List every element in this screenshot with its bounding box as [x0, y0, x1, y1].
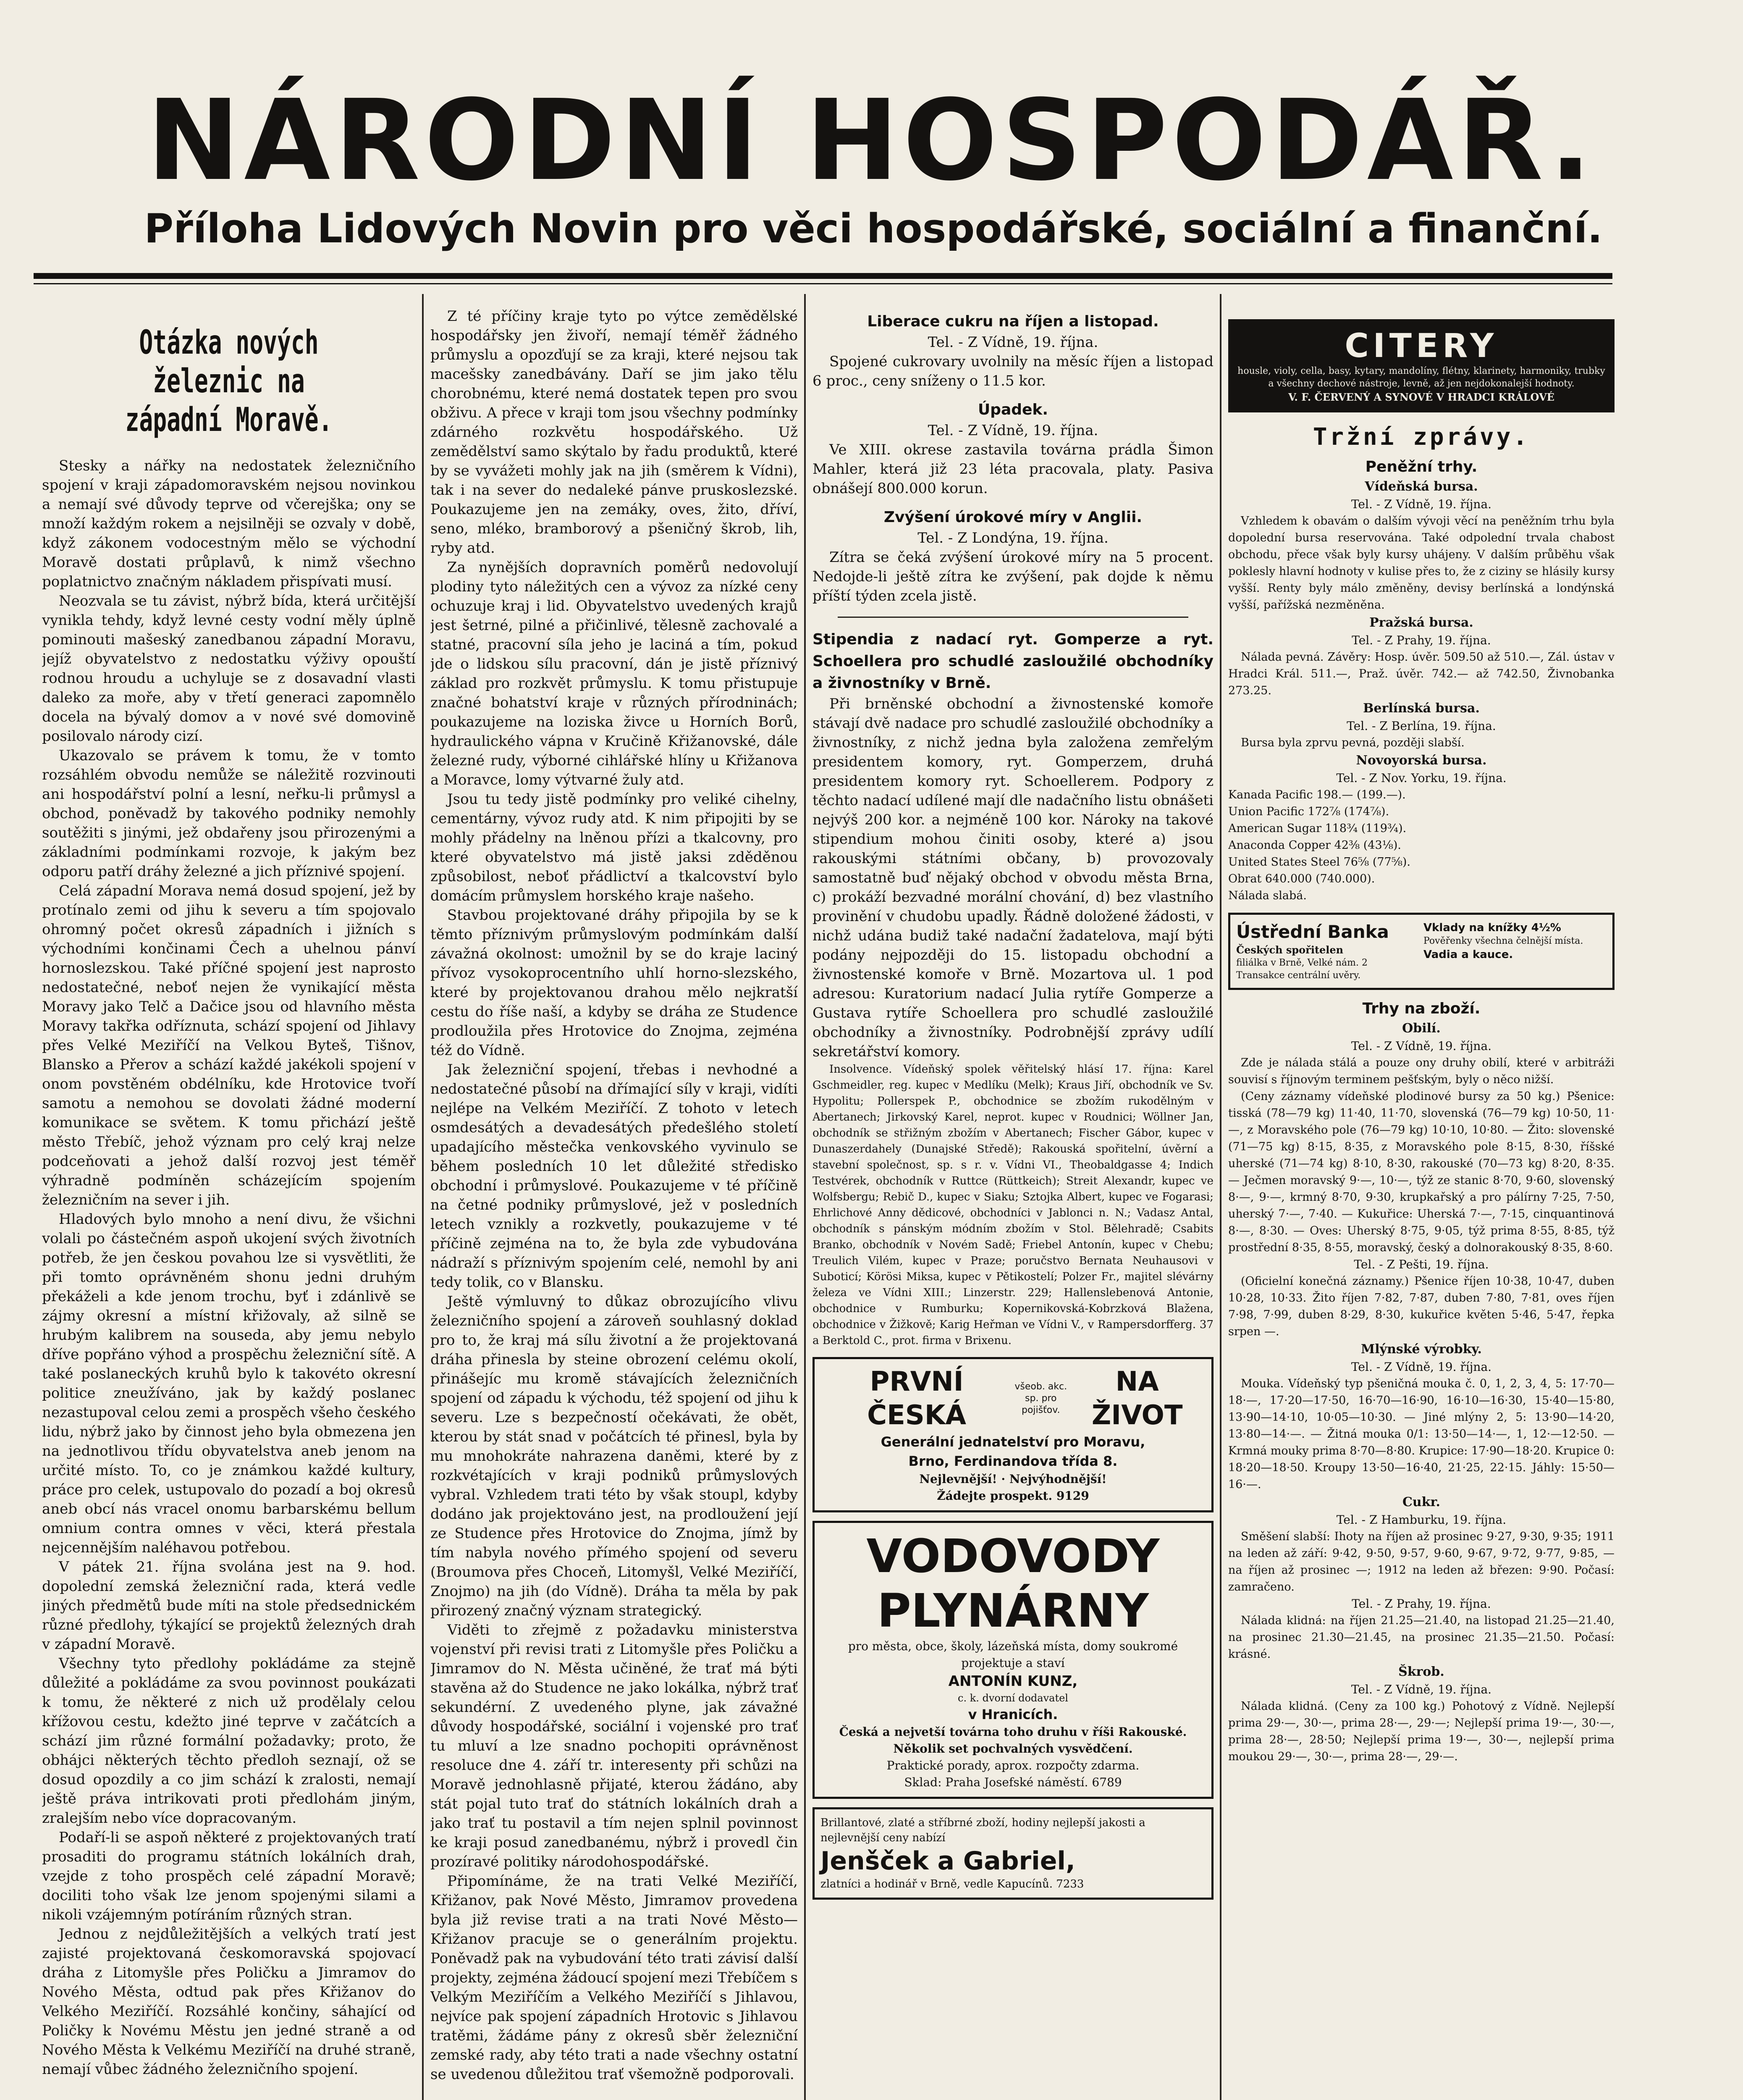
section-title: Tržní zprávy.	[1313, 423, 1530, 451]
insolvence-text: Insolvence. Vídeňský spolek věřitelský hlásí 17. října: Karel Gschmeidler, reg. kupec v Medlíku (Melk); Kraus Jiří, obchodník ve Sv. Hypolitu; Pollerspek P., obchodnice se zbožím rukodělným v Abertanech; Jirkovský Karel, neprot. kupec v Roudnici; Wöllner Jan, obchodník se střižným zbožím v Abertanech; Fischer Gábor, kupec v Dunaszerdahely (Dunajské Středě); Rakouská spořitelní, úvěrní a stavební společnost, sp. s r. v. Vídni VI., Theobaldgasse 4; Indich Testvérek, obchodník v Ruttce (Rüttkeich); Streit Alexandr, kupec ve Wolfsbergu; Rebič D., kupec v Siaku; Sztojka Albert, kupec ve Fogarasi; Ehrlichové Anny dědicové, obchodníci v Jablonci n. N.; Vadasz Antal, obchodník s pánským módním zbožím v Stol. Bělehradě; Csabits Branko, obchodník v Novém Sadě; Friebel Antonín, kupec v Chebu; Treulich Vilém, kupec v Praze; poručstvo Bernata Neuhausovi v Suboticí; Körösi Miksa, kupec v Pětikostelí; Polzer Fr., majitel slévárny železa ve Vídni XIII.; Linzerstr. 229; Hallenslebenová Antonie, obchodnice v Rumburku; Kopernikovská-Kobrzková Blažena, obchodnice v Žižkově; Karig Heřman ve Vídni V., v Rampersdorfferg. 37 a Berktold C., prot. firma v Brixenu.	[813, 1063, 1214, 1347]
paragraph: Hladových bylo mnoho a není divu, že všichni volali po částečném aspoň ukojení svých životních potřeb, že jen českou povahou lze si vysvětliti, že při tomto oprávněném shonu jedni druhým překáželi a kde jenom trochu, byť i zdánlivě se zájmy okresní a místní křižovaly, až silně se hrubým kalibrem na souseda, aby jemu nebylo dříve popřáno výhod a prospěchu železniční sítě. A také poslaneckých kruhů bylo k takovéto okresní politice zneužíváno, jak by každý poslanec nezastupoval celou zemi a prospěch všeho českého lidu, nýbrž jako by činnost jeho byla obmezena jen na jednotlivou třídu obyvatelstva aneb jenom na určité místo. To, co je známkou každé kultury, práce pro celek, ustupovalo do pozadí a boj okresů aneb obcí nás vracel onomu barbarskému bellum omnium contra omnes v věci, která přestala nejcennějším naléhavou potřebou.	[42, 1211, 416, 1556]
ad-line: filiálka v Brně, Velké nám. 2	[1236, 958, 1368, 968]
market-text: (Oficielní konečná záznamy.) Pšenice říjen 10·38, 10·47, duben 10·28, 10·33. Žito říjen 7·82, 7·87, duben 7·80, 7·81, oves říjen 7·98, 7·99, duben 8·29, 8·30, kukuřice květen 5·46, 5·47, řepka srpen —.	[1228, 1275, 1615, 1338]
ad-line: Sklad: Praha Josefské náměstí.	[904, 1775, 1088, 1789]
waterworks-ad	[813, 1521, 1214, 1799]
ad-line: c. k. dvorní dodavatel	[958, 1692, 1068, 1704]
market-dateline: Tel. - Z Prahy, 19. října.	[1352, 633, 1491, 647]
market-head: Cukr.	[1402, 1495, 1440, 1509]
ad-title: VODOVODY	[866, 1529, 1160, 1583]
jeweler-ad	[813, 1807, 1214, 1900]
market-dateline: Tel. - Z Vídně, 19. října.	[1351, 1039, 1492, 1053]
ad-line: Česká a nejvetší továrna toho druhu v říši Rakouské. Několik set pochvalných vysvědčení.	[839, 1725, 1187, 1756]
market-head: Obilí.	[1402, 1021, 1441, 1036]
insurance-ad	[813, 1357, 1214, 1512]
news-dateline: Tel. - Z Vídně, 19. října.	[928, 334, 1098, 351]
ad-title: Ústřední Banka	[1236, 921, 1389, 942]
news-dateline: Tel. - Z Vídně, 19. října.	[928, 422, 1098, 439]
ad-middle-text: všeob. akc. sp. pro pojišťov.	[1014, 1381, 1067, 1415]
ad-line: Brno, Ferdinandova třída 8.	[908, 1453, 1118, 1469]
ad-line: zlatníci a hodinář v Brně, vedle Kapucínů.	[820, 1878, 1053, 1890]
paragraph: Ještě výmluvný to důkaz obrozujícího vlivu železničního spojení a zároveň souhlasný doklad pro to, že kraj má sílu životní a že projektovaná dráha přinesla by steine obrození celému okolí, přinášejíc mu kromě stávajících železničních spojení od západu k východu, též spojení od jihu k severu. Lze s bezpečností očekávati, že obět, kterou by stát snad v počátcích té přinesl, byla by mu mnohokráte nahrazena daněmi, které by z rozkvétajících v kraji podniků průmyslových vybral. Vzhledem trati této by však stoupl, kdyby dodáno jak projektováno jest, na prodloužení její ze Studence přes Hrotovice do Znojma, jímž by tím nabyla nového přímého spojení od severu (Broumova přes Choceň, Litomyšl, Velké Meziříčí, Znojmo) na jih (do Vídně). Dráha ta měla by pak přirozený značný význam strategický.	[430, 1293, 798, 1619]
paragraph: Všechny tyto předlohy pokládáme za stejně důležité a pokládáme za svou povinnost poukázati k tomu, že některé z nich už prodělaly celou křížovou cestu, kdežto jiné teprve v začátcích a schází jim různé formální požadavky; proto, že obhájci některých těchto předloh seznají, ož se dosud opozdily a co jim schází k zralosti, nemají ještě práva intrikovati proti předlohám jiným, zralejším nebo více dopracovaným.	[42, 1655, 416, 1827]
column-divider	[422, 294, 424, 2100]
market-text: Zde je nálada stálá a pouze ony druhy obilí, které v arbitráži souvisí s říjnovým terminem pešťským, byly o něco nižší.	[1228, 1056, 1615, 1086]
ad-line: pro města, obce, školy, lázeňská místa, domy soukromé projektuje a staví	[848, 1639, 1178, 1670]
stock-row: Obrat 640.000 (740.000).	[1228, 872, 1375, 885]
ad-line: Žádejte prospekt.	[937, 1489, 1053, 1503]
ad-code: 6789	[1092, 1775, 1122, 1789]
market-dateline: Tel. - Z Prahy, 19. října.	[1352, 1597, 1491, 1611]
stipend-text: Při brněnské obchodní a živnostenské komoře stávají dvě nadace pro schudlé zasloužilé obchodníky a živnostníky, z nichž jedna byla založena zemřelým presidentem komory, ryt. Gomperzem, druhá presidentem komory ryt. Schoellerem. Podpory z těchto nadací udílené mají dle nadačního listu obnášeti nejvýš 200 kor. a nejméně 100 kor. Nároky na takové stipendium mohou činiti osoby, které a) jsou rakouskými státními občany, b) provozovaly samostatně buď nějaký obchod v obvodu města Brna, c) prokáží bezvadné morální chování, d) bez vlastního provinění v chudobu upadly. Řádně doložené žádosti, v nichž udána budiž také nadační žadatelova, mají býti podány nejpozději do 15. listopadu obchodní a živnostenské komoře v Brně. Mozartova ul. 1 pod adresou: Kuratorium nadací Julia rytíře Gomperze a Gustava rytíře Schoellera pro schudlé zasloužilé obchodníky a živnostníky. Podrobnější zprávy udílí sekretářství komory.	[813, 696, 1214, 1060]
ad-line: Nejlevnější! · Nejvýhodnější!	[919, 1472, 1107, 1486]
section-subtitle: Peněžní trhy.	[1365, 458, 1478, 475]
ad-line: Pověřenky všechna čelnější místa.	[1423, 936, 1583, 946]
market-text: Bursa byla zprvu pevná, později slabší.	[1241, 736, 1465, 749]
market-dateline: Tel. - Z Vídně, 19. října.	[1351, 497, 1492, 511]
ad-maker: V. F. ČERVENÝ A SYNOVÉ V HRADCI KRÁLOVÉ	[1288, 391, 1554, 403]
market-text: Nálada klidná: na říjen 21.25—21.40, na listopad 21.25—21.40, na prosinec 21.30—21.45, na prosinec 21.35—21.50. Počasí: krásné.	[1228, 1614, 1615, 1661]
ad-line: Generální jednatelství pro Moravu,	[881, 1434, 1145, 1450]
stock-row: Kanada Pacific 198.— (199.—).	[1228, 788, 1406, 801]
paragraph: Celá západní Morava nemá dosud spojení, jež by protínalo zemi od jihu k severu a tím spojovalo ohromný počet okresů západních i jižních s východními končinami Čech a uhelnou pánví hornoslezskou. Také příčné spojení jest naprosto nedostatečné, neboť nejen že vynikající města Moravy jako Telč a Dačice jsou od hlavního města Moravy takřka odříznuta, schází spojení od Jihlavy přes Velké Meziříčí na Velkou Byteš, Tišnov, Blansko a Přerov a schází každé jakékoli spojení v onom povstěném obdélníku, kde Hrotovice tvoří samotu a nemohou se dovolati žádné moderní komunikace se světem. K tomu přichází ještě město Třebíč, jehož význam pro celý kraj nelze podceňovati a jehož další rozvoj jest téměř výhradně podmíněn scházejícím spojením železničním na sever i jih.	[42, 882, 416, 1208]
news-text: Spojené cukrovary uvolnily na měsíc říjen a listopad 6 proc., ceny sníženy o 11.5 kor.	[813, 353, 1214, 389]
ad-line: Vadia a kauce.	[1423, 948, 1513, 961]
ad-line: Transakce centrální uvěry.	[1236, 970, 1361, 981]
ad-left-title: PRVNÍ ČESKÁ	[867, 1366, 967, 1431]
ad-line: Vklady na knížky 4½%	[1423, 921, 1561, 934]
market-head: Novoyorská bursa.	[1356, 753, 1487, 768]
news-headline: Zvýšení úrokové míry v Anglii.	[883, 509, 1143, 526]
market-head: Škrob.	[1398, 1664, 1444, 1679]
ad-line: Praktické porady, aprox. rozpočty zdarma.	[886, 1759, 1140, 1772]
ad-code: 9129	[1056, 1489, 1089, 1503]
paragraph: Připomínáme, že na trati Velké Meziříčí, Křižanov, pak Nové Město, Jimramov provedena byla již revise trati a na trati Nové Město—Křižanov pracuje se o generálním projektu. Poněvadž pak na vybudování této trati závisí další projekty, zejména žádoucí spojení mezi Třebíčem s Velkým Meziříčím a Velkého Meziříčí s Jihlavou, nejvíce pak spojení západních Hrotovic s Jihlavou tratěmi, žádáme pány z okresů sběr železniční zemské rady, aby této trati a nade všechny ostatní se uvedenou důležitou trať všemožně podporovali.	[430, 1873, 798, 2083]
paragraph: Z té příčiny kraje tyto po výtce zemědělské hospodářsky jen živoří, nemají téměř žádného průmyslu a opozďují se za kraji, které nejsou tak macešsky zanedbávány. Daří se jim jako tělu chorobnému, které nemá dostatek tepen pro svou obživu. A přece v kraji tom jsou všechny podmínky zdárného rozkvětu hospodářského. Už zemědělství samo skýtalo by řadu produktů, které by se vyvážeti mohly jak na jih (směrem k Vídni), tak i na sever do nedaleké pánve pruskoslezské. Poukazujeme jen na zemáky, oves, žito, dříví, seno, mléko, bramborový a pšeničný škrob, lih, ryby atd.	[430, 308, 798, 556]
ad-name: Jenšček a Gabriel,	[820, 1846, 1075, 1876]
section-subtitle: Trhy na zboží.	[1362, 1000, 1481, 1017]
bank-ad	[1228, 913, 1615, 990]
market-head: Pražská bursa.	[1369, 615, 1473, 630]
ad-code: 7233	[1056, 1878, 1084, 1890]
stock-row: United States Steel 76⅝ (77⅝).	[1228, 856, 1410, 869]
ad-place: v Hranicích.	[968, 1706, 1058, 1722]
paragraph: Jak železniční spojení, třebas i nevhodné a nedostatečné působí na dřímající síly v kraji, vidíti nejlépe na Velkém Meziříčí. Z tohoto v letech osmdesátých a devadesátých předešlého století upadajícího městečka venkovského vyvinulo se během posledních 10 let důležité středisko obchodní i průmyslové. Poukazujeme v té příčině na četné podniky průmyslové, jež v posledních letech vznikly a rozkvetly, poukazujeme v té příčině zejména na to, že byla zde vybudována nádraží s příznivým spojením celé, nemohl by ani tedy tolik, co v Blansku.	[430, 1061, 798, 1291]
market-dateline: Tel. - Z Hamburku, 19. října.	[1336, 1513, 1507, 1527]
news-text: Ve XIII. okrese zastavila továrna prádla Šimon Mahler, která již 23 léta pracovala, platy. Pasiva obnášejí 800.000 korun.	[813, 441, 1214, 497]
market-dateline: Tel. - Z Nov. Yorku, 19. října.	[1336, 771, 1507, 785]
market-text: Nálada pevná. Závěry: Hosp. úvěr. 509.50 až 510.—, Zál. ústav v Hradci Král. 511.—, Praž. úvěr. 742.— až 742.50, Živnobanka 273.25.	[1228, 651, 1615, 697]
market-dateline: Tel. - Z Vídně, 19. října.	[1351, 1360, 1492, 1374]
citery-ad	[1228, 319, 1615, 412]
ad-line: Brillantové, zlaté a stříbrné zboží, hodiny nejlepší jakosti a nejlevnější ceny nabízí	[820, 1816, 1145, 1844]
paragraph: Jednou z nejdůležitějších a velkých tratí jest zajisté projektovaná českomoravská spojovací dráha z Litomyšle přes Poličku a Jimramov do Nového Města, odtud pak přes Křižanov do Velkého Meziříčí. Rozsáhlé končiny, sáhající od Poličky k Novému Městu jen jedné straně a od Nového Města k Velkému Meziříčí na druhé straně, nemají vůbec žádného železničního spojení.	[42, 1926, 416, 2078]
column-divider	[804, 294, 806, 2100]
column-divider	[1220, 294, 1221, 2100]
column-4	[1228, 311, 1615, 2100]
masthead-subtitle: Příloha Lidových Novin pro věci hospodářské, sociální a finanční.	[144, 206, 1603, 252]
ad-name: ANTONÍN KUNZ,	[948, 1673, 1078, 1690]
paragraph: Ukazovalo se právem k tomu, že v tomto rozsáhlém obvodu nemůže se náležitě rozvinouti ani hospodářství polní a lesní, neřku-li průmysl a obchod, poněvadž by takového podniky nemohly soutěžiti s jinými, jež obdařeny jsou přirozenými a základními podmínkami rozvoje, k jakým bez odporu patří dráhy železné a jich příznivé spojení.	[42, 747, 416, 880]
column-2	[430, 307, 798, 2100]
paragraph: Stesky a nářky na nedostatek železničního spojení v kraji západomoravském nejsou novinkou a nemají své důvody teprve od včerejška; ony se množí každým rokem a nejsilněji se ozvaly v době, když zákonem vodocestným mělo se východní Moravě dostati průplavů, k nimž všechno poplatnictvo značným nákladem přispívati musí.	[42, 457, 416, 590]
masthead-rule	[34, 273, 1612, 279]
masthead-rule-thin	[34, 283, 1612, 284]
market-text: Mouka. Vídeňský typ pšeničná mouka č. 0, 1, 2, 3, 4, 5: 17·70—18·—, 17·20—17·50, 16·70—16·90, 16·10—16·30, 15·40—15·80, 13·90—14·10, 10·05—10·30. — Jiné mlýny 2, 5: 13·90—14·20, 13·80—14·—. — Žitná mouka 0/1: 13·50—14·—, 1, 12·—12·50. — Krmná mouky prima 8·70—8·80. Krupice: 17·90—18·20. Krupice 0: 18·20—18·50. Kroupy 13·50—16·40, 21·25, 22·15. Jáhly: 15·50—16·—.	[1228, 1377, 1615, 1491]
paragraph: Podaří-li se aspoň některé z projektovaných tratí prosaditi do programu státních lokálních drah, vzejde z toho prospěch celé západní Moravě; dociliti toho však lze jenom spojenými silami a nikoli vzájemným potíráním různých stran.	[42, 1829, 416, 1923]
stock-row: American Sugar 118¾ (119¾).	[1228, 822, 1407, 835]
stock-row: Union Pacific 172⅞ (174⅞).	[1228, 805, 1389, 818]
ad-title: PLYNÁRNY	[877, 1584, 1149, 1638]
masthead-title: NÁRODNÍ HOSPODÁŘ.	[147, 76, 1596, 205]
market-dateline: Tel. - Z Vídně, 19. října.	[1351, 1683, 1492, 1696]
paragraph: Viděti to zřejmě z požadavku ministerstva vojenství při revisi trati z Litomyšle přes Poličku a Jimramov do N. Města učiněné, že trať má býti stavěna až do Studence ne jako lokálka, nýbrž trať sekundérní. Z uvedeného plyne, jak závažné důvody hospodářské, sociální i vojenské pro trať tu mluví a lze snadno pochopiti oprávněnost resoluce dne 4. září tr. interesenty při schůzi na Moravě jednohlasně přijaté, kterou žádáno, aby stát pojal tuto trať do státních lokálních drah a jako trať tu postavil a tím nejen splnil povinnost ke kraji posud zanedbanému, nýbrž i provedl čin prozíravé politiky národohospodářské.	[430, 1622, 798, 1870]
market-text: Směšení slabší: Ihoty na říjen až prosinec 9·27, 9·30, 9·35; 1911 na leden až září: 9·42, 9·50, 9·57, 9·60, 9·67, 9·72, 9·77, 9·85, — na říjen až prosinec —; 1912 na leden až březen: 9·90. Počasí: zamračeno.	[1228, 1530, 1615, 1593]
ad-title: CITERY	[1345, 327, 1498, 365]
ad-line: housle, violy, cella, basy, kytary, mandolíny, flétny, klarinety, harmoniky, trubky a všechny dechové nástroje, levně, až jen nejdokonalejší hodnoty.	[1237, 366, 1605, 389]
news-headline: Úpadek.	[978, 401, 1048, 418]
article-title: Otázka nových železnic na západní Moravě.	[125, 324, 333, 439]
paragraph: Za nynějších dopravních poměrů nedovolují plodiny tyto náležitých cen a vývoz za nízké ceny ochuzuje kraj i lid. Obyvatelstvo uvedených krajů jest šetrné, pilné a přičinlivé, tělesně zachovalé a statné, pracovní síla jeho je laciná a tím, pokud jde o lidskou sílu pracovní, dán je jistě příznivý základ pro rozkvět průmyslu. K tomu přistupuje značné bohatství kraje v různých přírodninách; poukazujeme na loziska živce u Horních Borů, hydraulického vápna v Kručině Křižanovské, dále železné rudy, výborné cihlářské hlíny u Křižanova a Moravce, lomy výtvarné žuly atd.	[430, 559, 798, 788]
market-head: Berlínská bursa.	[1363, 701, 1480, 716]
divider	[838, 617, 1188, 618]
stock-row: Nálada slabá.	[1228, 889, 1307, 902]
column-3	[813, 302, 1214, 2100]
paragraph: Jsou tu tedy jistě podmínky pro veliké cihelny, cementárny, vývoz rudy atd. K nim připojiti by se mohly přádelny na lněnou přízi a tkalcovny, pro které obyvatelstvo má jistě jaksi zděděnou způsobilost, neboť přádlictví a tkalcovství bylo domácím průmyslem horského kraje našeho.	[430, 791, 798, 904]
news-text: Zítra se čeká zvýšení úrokové míry na 5 procent. Nedojde-li ještě zítra ke zvýšení, pak dojde k němu příští týden zcela jistě.	[813, 549, 1214, 604]
news-headline: Liberace cukru na říjen a listopad.	[867, 313, 1159, 330]
paragraph: Neozvala se tu závist, nýbrž bída, která určitější vynikla tehdy, když levné cesty vodní měly úplně pominouti mašeský zanedbanou západní Moravu, jejíž obyvatelstvo z nedostatku výživy opouští rodnou hroudu a uchyluje se z dosavadní vlasti daleko za moře, aby v třetí generaci zapomnělo docela na bývalý domov a v nové své domovině posilovalo národy cizí.	[42, 593, 416, 745]
market-text: (Ceny záznamy vídeňské plodinové bursy za 50 kg.) Pšenice: tisská (78—79 kg) 11·40, 11·70, slovenská (76—79 kg) 10·50, 11·—, z Moravského pole (76—79 kg) 10·10, 10·80. — Žito: slovenské (71—75 kg) 8·15, 8·35, z Moravského pole 8·15, 8·30, říšské uherské (71—74 kg) 8·10, 8·30, rakouské (70—73 kg) 8·20, 8·35. — Ječmen moravský 9·—, 10·—, týž ze stanic 8·70, 9·60, slovenský 8·—, 9·—, krmný 8·70, 9·30, krupkařský a pro pálírny 7·25, 7·50, uherský 7·—, 7·40. — Kukuřice: Uherská 7·—, 7·15, cinquantinová 8·—, 8·30. — Oves: Uherský 8·75, 9·05, týž prima 8·55, 8·85, týž prostřední 8·35, 8·55, moravský, český a dolnorakouský 8·35, 8·60.	[1228, 1090, 1615, 1254]
stipend-headline: Stipendia z nadací ryt. Gomperze a ryt. Schoellera pro schudlé zasloužilé obchodníky a živnostníky v Brně.	[813, 631, 1214, 692]
market-text: Vzhledem k obavám o dalším vývoji věcí na peněžním trhu byla dopolední bursa reservována. Také odpolední trvala chabost obchodu, přece však byly kursy uhájeny. V dalším průběhu však poklesly hlavní hodnoty v kulise přes to, že z ciziny se hlásily kursy vyšší. Renty byly málo změněny, devisy berlínská a londýnská vyšší, pařížská nezměněna.	[1228, 514, 1615, 612]
paragraph: Stavbou projektované dráhy připojila by se k těmto příznivým průmyslovým podmínkám další závažná okolnost: umožnil by se do kraje laciný přívoz vysokoprocentního uhlí horno-slezského, které by projektovanou drahou mělo nejkratší cestu do říše naší, a kdyby se dráha ze Studence prodloužila přes Hrotovice do Znojma, zejména též do Vídně.	[430, 907, 798, 1059]
ad-line: Českých spořitelen	[1236, 944, 1344, 956]
column-1	[42, 302, 416, 2100]
market-text: Nálada klidná. (Ceny za 100 kg.) Pohotový z Vídně. Nejlepší prima 29·—, 30·—, prima 28·—, 29·—; Nejlepší prima 19·—, 30·—, prima 28·—, 28·50; Nejlepší prima 19·—, 30·—, nejlepší prima moukou 29·—, 30·—, prima 28·—, 29·—.	[1228, 1700, 1615, 1763]
market-head: Vídeňská bursa.	[1365, 479, 1478, 494]
stock-row: Anaconda Copper 42⅜ (43⅛).	[1228, 839, 1401, 852]
news-dateline: Tel. - Z Londýna, 19. října.	[917, 530, 1109, 546]
market-head: Mlýnské výrobky.	[1361, 1342, 1482, 1357]
market-dateline: Tel. - Z Berlína, 19. října.	[1347, 719, 1496, 733]
paragraph: V pátek 21. října svolána jest na 9. hod. dopolední zemská železniční rada, která vedle jiných předmětů bude míti na stole předsednickém různé předlohy, týkající se projektů železných drah v západní Moravě.	[42, 1559, 416, 1653]
market-dateline: Tel. - Z Pešti, 19. října.	[1354, 1257, 1489, 1271]
ad-right-title: NA ŽIVOT	[1091, 1366, 1183, 1431]
